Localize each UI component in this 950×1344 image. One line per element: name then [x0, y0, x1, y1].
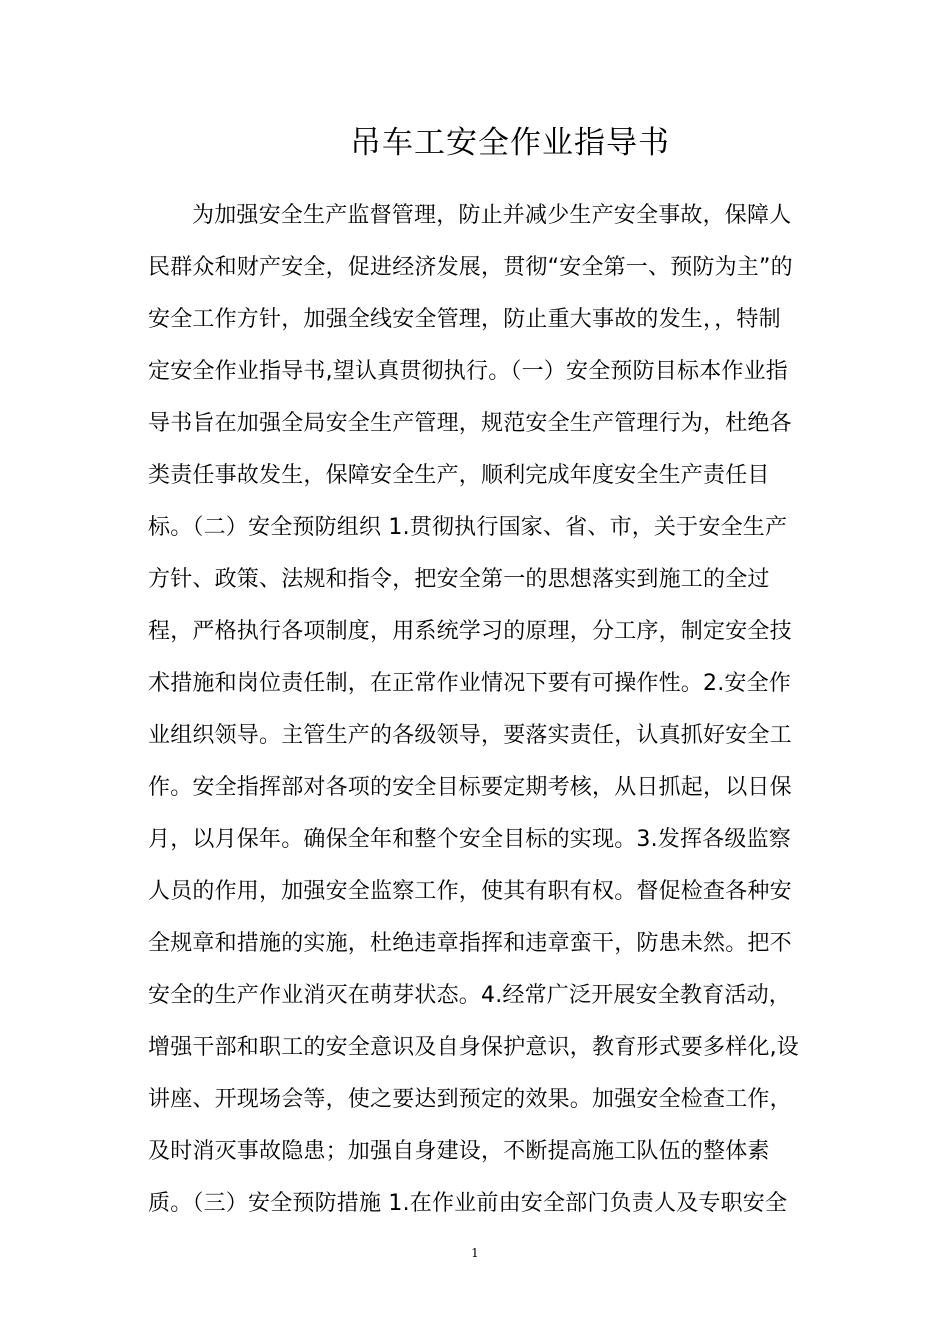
body-line-4: 定安全作业指导书,望认真贯彻执行。（一）安全预防目标本作业指	[148, 359, 788, 384]
body-line-5: 导书旨在加强全局安全生产管理，规范安全生产管理行为，杜绝各	[148, 411, 792, 436]
body-line-20: 质。（三）安全预防措施 1.在作业前由安全部门负责人及专职安全	[148, 1191, 788, 1216]
body-line-17: 增强干部和职工的安全意识及自身保护意识，教育形式要多样化,设	[148, 1035, 799, 1060]
body-line-10: 术措施和岗位责任制，在正常作业情况下要有可操作性。2.安全作	[148, 671, 791, 696]
document-body	[148, 196, 808, 1236]
page-number: 1	[471, 1246, 479, 1260]
body-line-16: 安全的生产作业消灭在萌芽状态。4.经常广泛开展安全教育活动，	[148, 983, 791, 1008]
body-line-8: 方针、政策、法规和指令，把安全第一的思想落实到施工的全过	[148, 567, 770, 592]
body-line-1: 为加强安全生产监督管理，防止并减少生产安全事故，保障人	[192, 203, 792, 228]
body-line-9: 程，严格执行各项制度，用系统学习的原理，分工序，制定安全技	[148, 619, 792, 644]
body-line-11: 业组织领导。主管生产的各级领导，要落实责任，认真抓好安全工	[148, 723, 792, 748]
body-line-15: 全规章和措施的实施，杜绝违章指挥和违章蛮干，防患未然。把不	[148, 931, 792, 956]
body-line-13: 月，以月保年。确保全年和整个安全目标的实现。3.发挥各级监察	[148, 827, 791, 852]
body-line-7: 标。（二）安全预防组织 1.贯彻执行国家、省、市，关于安全生产	[148, 515, 788, 540]
body-line-3: 安全工作方针，加强全线安全管理，防止重大事故的发生，，特制	[148, 307, 781, 332]
document-title: 吊车工安全作业指导书	[350, 125, 670, 161]
body-line-14: 人员的作用，加强安全监察工作，使其有职有权。督促检查各种安	[148, 879, 792, 904]
body-line-19: 及时消灭事故隐患；加强自身建设，不断提高施工队伍的整体素	[148, 1139, 770, 1164]
body-line-6: 类责任事故发生，保障安全生产，顺利完成年度安全生产责任目	[148, 463, 770, 488]
body-line-18: 讲座、开现场会等，使之要达到预定的效果。加强安全检查工作，	[148, 1087, 792, 1112]
body-line-2: 民群众和财产安全，促进经济发展，贯彻“安全第一、预防为主”的	[148, 255, 793, 280]
body-line-12: 作。安全指挥部对各项的安全目标要定期考核，从日抓起，以日保	[148, 775, 792, 800]
